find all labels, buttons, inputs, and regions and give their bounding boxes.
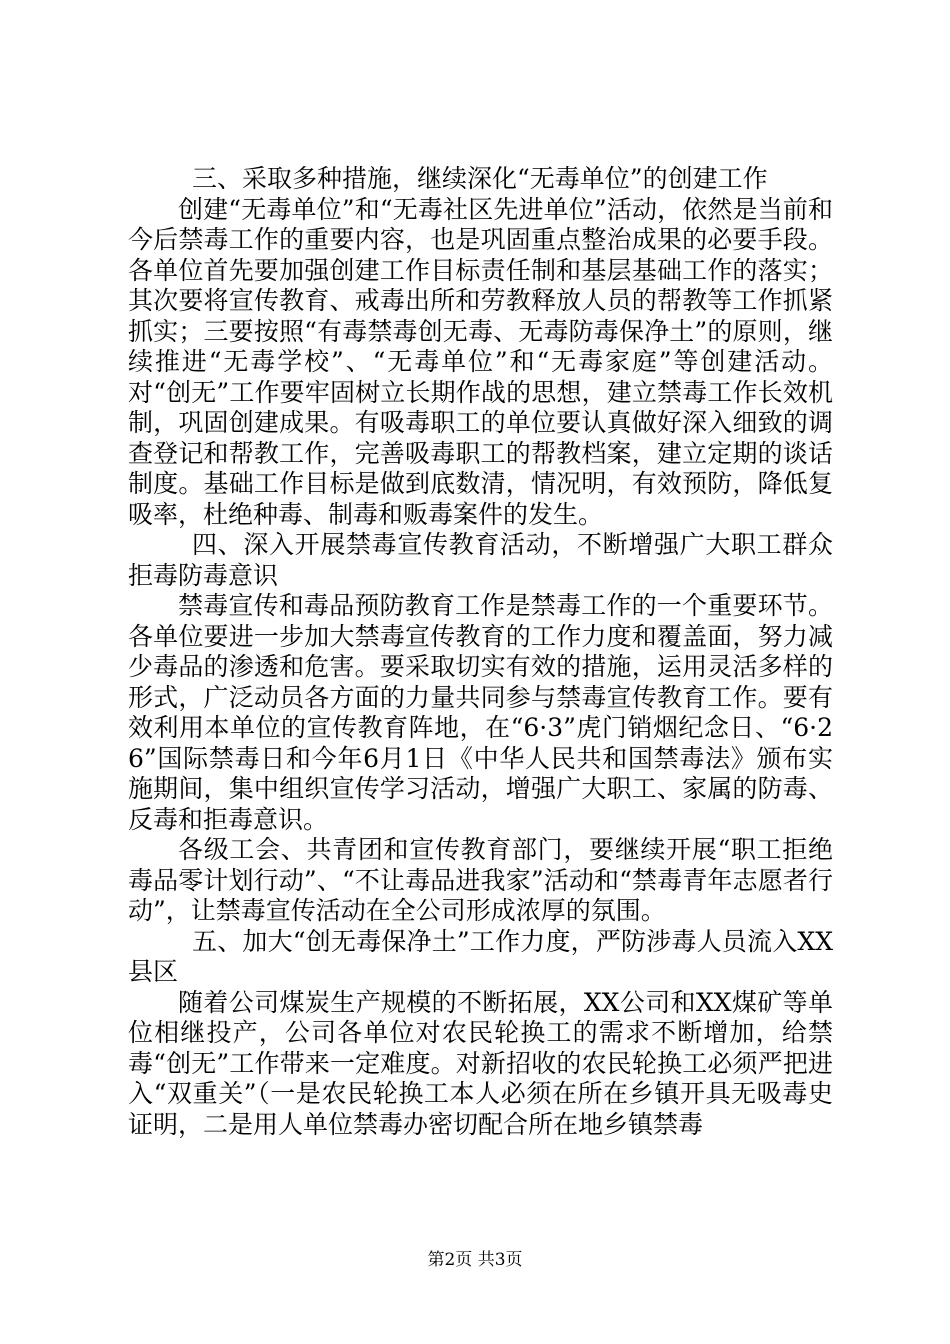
paragraph: 随着公司煤炭生产规模的不断拓展，XX公司和XX煤矿等单位相继投产，公司各单位对农民轮换工的需求不断增加，给禁毒“创无”工作带来一定难度。对新招收的农民轮换工必须严把进入“双重关”（一是农民轮换工本人必须在所在乡镇开具无吸毒史证明，二是用人单位禁毒办密切配合所在地乡镇禁毒 [128, 987, 833, 1139]
document-body [128, 164, 833, 1140]
paragraph: 禁毒宣传和毒品预防教育工作是禁毒工作的一个重要环节。各单位要进一步加大禁毒宣传教育的工作力度和覆盖面，努力减少毒品的渗透和危害。要采取切实有效的措施，运用灵活多样的形式，广泛动员各方面的力量共同参与禁毒宣传教育工作。要有效利用本单位的宣传教育阵地，在“6·3”虎门销烟纪念日、“6·26”国际禁毒日和今年6月1日《中华人民共和国禁毒法》颁布实施期间，集中组织宣传学习活动，增强广大职工、家属的防毒、反毒和拒毒意识。 [128, 591, 833, 834]
paragraph: 各级工会、共青团和宣传教育部门，要继续开展“职工拒绝毒品零计划行动”、“不让毒品进我家”活动和“禁毒青年志愿者行动”，让禁毒宣传活动在全公司形成浓厚的氛围。 [128, 835, 833, 925]
section-heading-4: 四、深入开展禁毒宣传教育活动，不断增强广大职工群众拒毒防毒意识 [128, 530, 833, 590]
section-heading-3: 三、采取多种措施，继续深化“无毒单位”的创建工作 [192, 164, 768, 193]
section-heading-5: 五、加大“创无毒保净土”工作力度，严防涉毒人员流入XX县区 [128, 926, 833, 986]
page-number-footer: 第2页 共3页 [427, 1250, 523, 1270]
paragraph: 创建“无毒单位”和“无毒社区先进单位”活动，依然是当前和今后禁毒工作的重要内容，也是巩固重点整治成果的必要手段。各单位首先要加强创建工作目标责任制和基层基础工作的落实；其次要将宣传教育、戒毒出所和劳教释放人员的帮教等工作抓紧抓实；三要按照“有毒禁毒创无毒、无毒防毒保净土”的原则，继续推进“无毒学校”、“无毒单位”和“无毒家庭”等创建活动。对“创无”工作要牢固树立长期作战的思想，建立禁毒工作长效机制，巩固创建成果。有吸毒职工的单位要认真做好深入细致的调查登记和帮教工作，完善吸毒职工的帮教档案，建立定期的谈话制度。基础工作目标是做到底数清，情况明，有效预防，降低复吸率，杜绝种毒、制毒和贩毒案件的发生。 [128, 194, 833, 529]
